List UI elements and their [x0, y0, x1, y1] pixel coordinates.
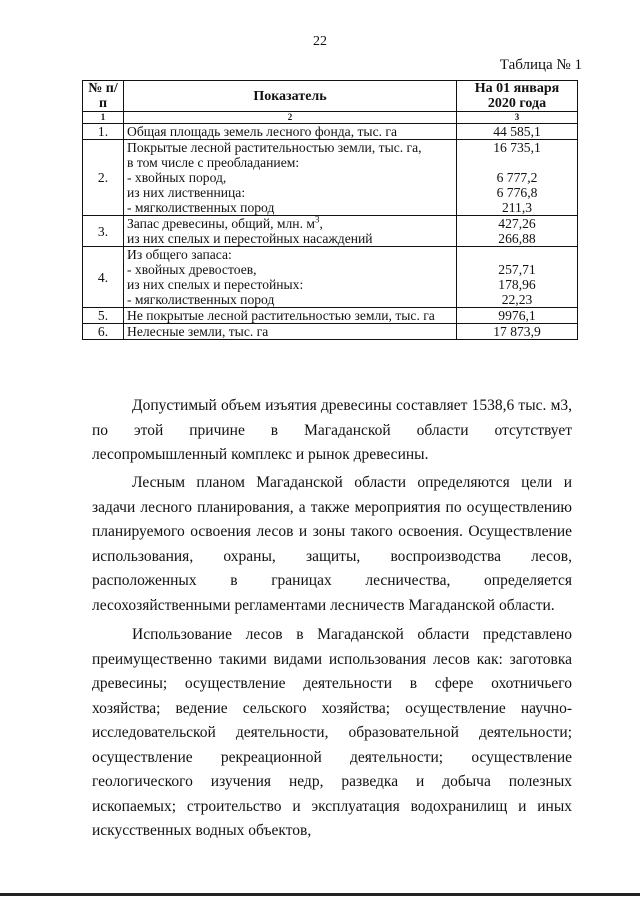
forest-data-table	[82, 80, 578, 340]
row-number: 2.	[83, 140, 124, 216]
column-index: 2	[124, 112, 457, 124]
table-row	[83, 324, 578, 340]
column-index-row	[83, 112, 578, 124]
value-cell	[457, 155, 578, 170]
indicator-text: Не покрытые лесной растительностью земли, тыс. га	[127, 308, 435, 323]
table-caption: Таблица № 1	[499, 57, 582, 73]
value-cell: 257,71	[457, 262, 578, 277]
indicator-text: - хвойных пород,	[127, 170, 227, 185]
indicator-text: из них спелых и перестойных насаждений	[127, 231, 373, 246]
table-row	[83, 262, 578, 277]
table-row	[83, 216, 578, 232]
value-cell: 44 585,1	[457, 124, 578, 140]
indicator-cell	[124, 200, 457, 216]
indicator-cell	[124, 124, 457, 140]
indicator-cell	[124, 324, 457, 340]
table-row	[83, 185, 578, 200]
indicator-cell	[124, 170, 457, 185]
indicator-text: Из общего запаса:	[127, 247, 232, 262]
table-row	[83, 231, 578, 247]
indicator-cell	[124, 247, 457, 263]
row-number: 1.	[83, 124, 124, 140]
value-cell: 16 735,1	[457, 140, 578, 156]
indicator-cell	[124, 185, 457, 200]
header-value: На 01 января 2020 года	[457, 81, 578, 112]
indicator-text: - мягколиственных пород	[127, 292, 275, 307]
table-row	[83, 308, 578, 324]
indicator-cell	[124, 308, 457, 324]
row-number: 5.	[83, 308, 124, 324]
paragraph-text: Лесным планом Магаданской области определяются цели и задачи лесного планирования, а также мероприятия по осуществлению планируемого освоения лесов и зоны такого освоения. Осуществление использования, охраны, защиты, воспроизводства лесов, расположенных в границах лесничества, определяется лесохозяйственными регламентами лесничеств Магаданской области.	[92, 474, 572, 614]
value-cell	[457, 247, 578, 263]
table-row	[83, 277, 578, 292]
indicator-text: в том числе с преобладанием:	[127, 155, 300, 170]
table-row	[83, 247, 578, 263]
value-cell: 211,3	[457, 200, 578, 216]
column-index: 3	[457, 112, 578, 124]
indicator-cell	[124, 216, 457, 232]
table-row	[83, 124, 578, 140]
value-cell: 178,96	[457, 277, 578, 292]
table-body	[83, 124, 578, 340]
value-cell: 6 776,8	[457, 185, 578, 200]
value-cell: 6 777,2	[457, 170, 578, 185]
table-row	[83, 200, 578, 216]
paragraph-1	[92, 394, 572, 468]
indicator-cell	[124, 262, 457, 277]
indicator-cell	[124, 277, 457, 292]
column-index: 1	[83, 112, 124, 124]
indicator-suffix: ,	[319, 216, 323, 231]
indicator-text: Покрытые лесной растительностью земли, тыс. га,	[127, 140, 422, 155]
unit-superscript: 3	[314, 214, 320, 225]
table-row	[83, 155, 578, 170]
indicator-text: Запас древесины, общий, млн. м	[127, 216, 315, 231]
value-cell: 9976,1	[457, 308, 578, 324]
header-num: № п/п	[83, 81, 124, 112]
page-number: 22	[313, 34, 327, 49]
table-row	[83, 292, 578, 308]
row-number: 3.	[83, 216, 124, 247]
paragraph-2	[92, 471, 572, 618]
indicator-text: Общая площадь земель лесного фонда, тыс. га	[127, 124, 398, 139]
footer-rule	[0, 893, 640, 896]
indicator-cell	[124, 155, 457, 170]
table-row	[83, 170, 578, 185]
row-number: 4.	[83, 247, 124, 308]
indicator-text: Нелесные земли, тыс. га	[127, 324, 269, 339]
table-header-row	[83, 81, 578, 112]
paragraph-3	[92, 623, 572, 844]
indicator-text: - мягколиственных пород	[127, 200, 275, 215]
row-number: 6.	[83, 324, 124, 340]
value-cell: 427,26	[457, 216, 578, 232]
value-cell: 22,23	[457, 292, 578, 308]
indicator-text: - хвойных древостоев,	[127, 262, 257, 277]
table-row	[83, 140, 578, 156]
indicator-cell	[124, 231, 457, 247]
paragraph-text: Допустимый объем изъятия древесины составляет 1538,6 тыс. м3, по этой причине в Магаданской области отсутствует лесопромышленный комплекс и рынок древесины.	[92, 397, 572, 463]
indicator-text: из них лиственница:	[127, 185, 246, 200]
header-indicator: Показатель	[124, 81, 457, 112]
indicator-cell	[124, 140, 457, 156]
value-cell: 266,88	[457, 231, 578, 247]
indicator-text: из них спелых и перестойных:	[127, 277, 304, 292]
value-cell: 17 873,9	[457, 324, 578, 340]
indicator-cell	[124, 292, 457, 308]
paragraph-text: Использование лесов в Магаданской области представлено преимущественно такими видами использования лесов как: заготовка древесины; осуществление деятельности в сфере охотничьего хозяйства; ведение сельского хозяйства; осуществление научно-исследовательской деятельности, образовательной деятельности; осуществление рекреационной деятельности; осуществление геологического изучения недр, разведка и добыча полезных ископаемых; строительство и эксплуатация водохранилищ и иных искусственных водных объектов,	[92, 626, 572, 839]
